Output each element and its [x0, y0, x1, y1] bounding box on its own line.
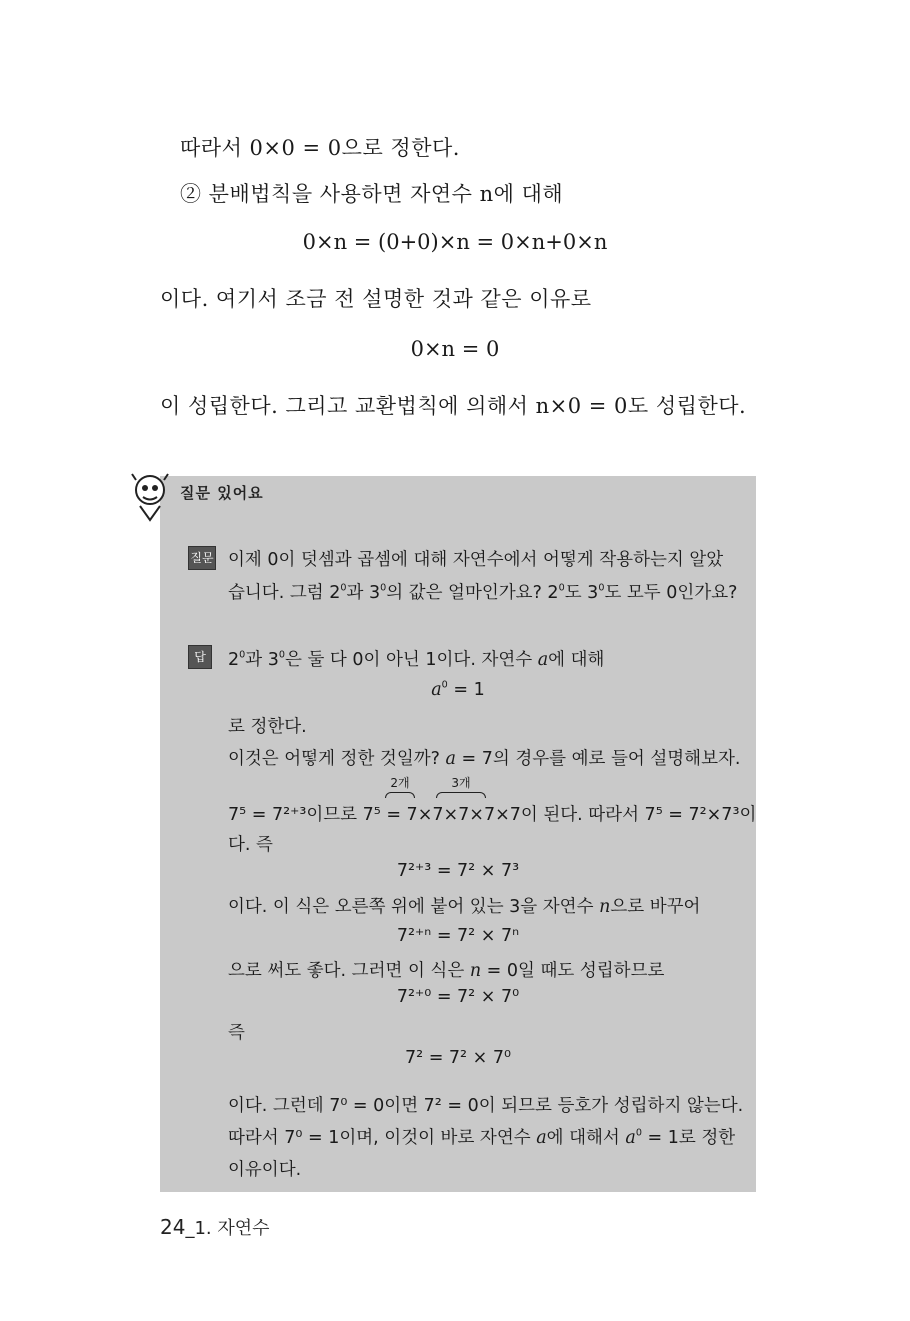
page-footer	[160, 1214, 270, 1240]
page-number: 24	[160, 1215, 186, 1239]
body-line-3: 이다. 여기서 조금 전 설명한 것과 같은 이유로	[160, 287, 592, 311]
answer-line-7: 이다. 이 식은 오른쪽 위에 붙어 있는 3을 자연수 n으로 바꾸어	[228, 897, 701, 917]
brace-two-count: 2개	[385, 774, 415, 798]
equation-7-zero: 7²⁺⁰ = 7² × 7⁰	[396, 987, 520, 1007]
body-line-2: ② 분배법칙을 사용하면 자연수 n에 대해	[180, 182, 564, 206]
question-label: 질문	[188, 546, 216, 570]
body-line-1: 따라서 0×0 = 0으로 정한다.	[180, 136, 460, 160]
answer-line-11: 따라서 7⁰ = 1이며, 이것이 바로 자연수 a에 대해서 $a^0 = 1$로 정한	[228, 1127, 736, 1148]
body-line-4: 이 성립한다. 그리고 교환법칙에 의해서 n×0 = 0도 성립한다.	[160, 394, 747, 418]
equation-7-product: 7²⁺³ = 7² × 7³	[396, 861, 520, 881]
answer-line-12: 이유이다.	[228, 1160, 302, 1180]
answer-line-3: 로 정한다.	[228, 717, 307, 737]
answer-line-10: 이다. 그런데 7⁰ = 0이면 7² = 0이 되므로 등호가 성립하지 않는다.	[228, 1096, 744, 1116]
answer-line-5: 7⁵ = 7²⁺³이므로 7⁵ = 7×7×7×7×7이 된다. 따라서 7⁵ = 7²×7³이	[228, 805, 757, 825]
answer-line-8: 으로 써도 좋다. 그러면 이 식은 n = 0일 때도 성립하므로	[228, 961, 665, 981]
answer-line-1: $2^0$과 $3^0$은 둘 다 0이 아닌 1이다. 자연수 a에 대해	[228, 649, 605, 670]
question-line-1: 이제 0이 덧셈과 곱셈에 대해 자연수에서 어떻게 작용하는지 알았	[228, 550, 724, 570]
brace-three-count: 3개	[436, 774, 486, 798]
equation-7-squared: 7² = 7² × 7⁰	[404, 1048, 512, 1068]
mascot-icon	[128, 472, 172, 522]
equation-distributive: 0×n = (0+0)×n = 0×n+0×n	[302, 230, 608, 254]
question-line-2: 습니다. 그럼 $2^0$과 $3^0$의 값은 얼마인가요? $2^0$도 $3^0$도 모두 0인가요?	[228, 582, 738, 603]
qa-header-title: 질문 있어요	[180, 484, 264, 502]
answer-label: 답	[188, 645, 212, 669]
answer-line-9: 즉	[228, 1023, 245, 1043]
equation-a-zero: $a^0 = 1$	[431, 679, 485, 700]
equation-7-n: 7²⁺ⁿ = 7² × 7ⁿ	[396, 926, 520, 946]
answer-line-4: 이것은 어떻게 정한 것일까? a = 7의 경우를 예로 들어 설명해보자.	[228, 749, 741, 769]
answer-line-6: 다. 즉	[228, 835, 273, 855]
section-title: _1. 자연수	[185, 1218, 270, 1239]
equation-zero-product: 0×n = 0	[410, 337, 500, 361]
